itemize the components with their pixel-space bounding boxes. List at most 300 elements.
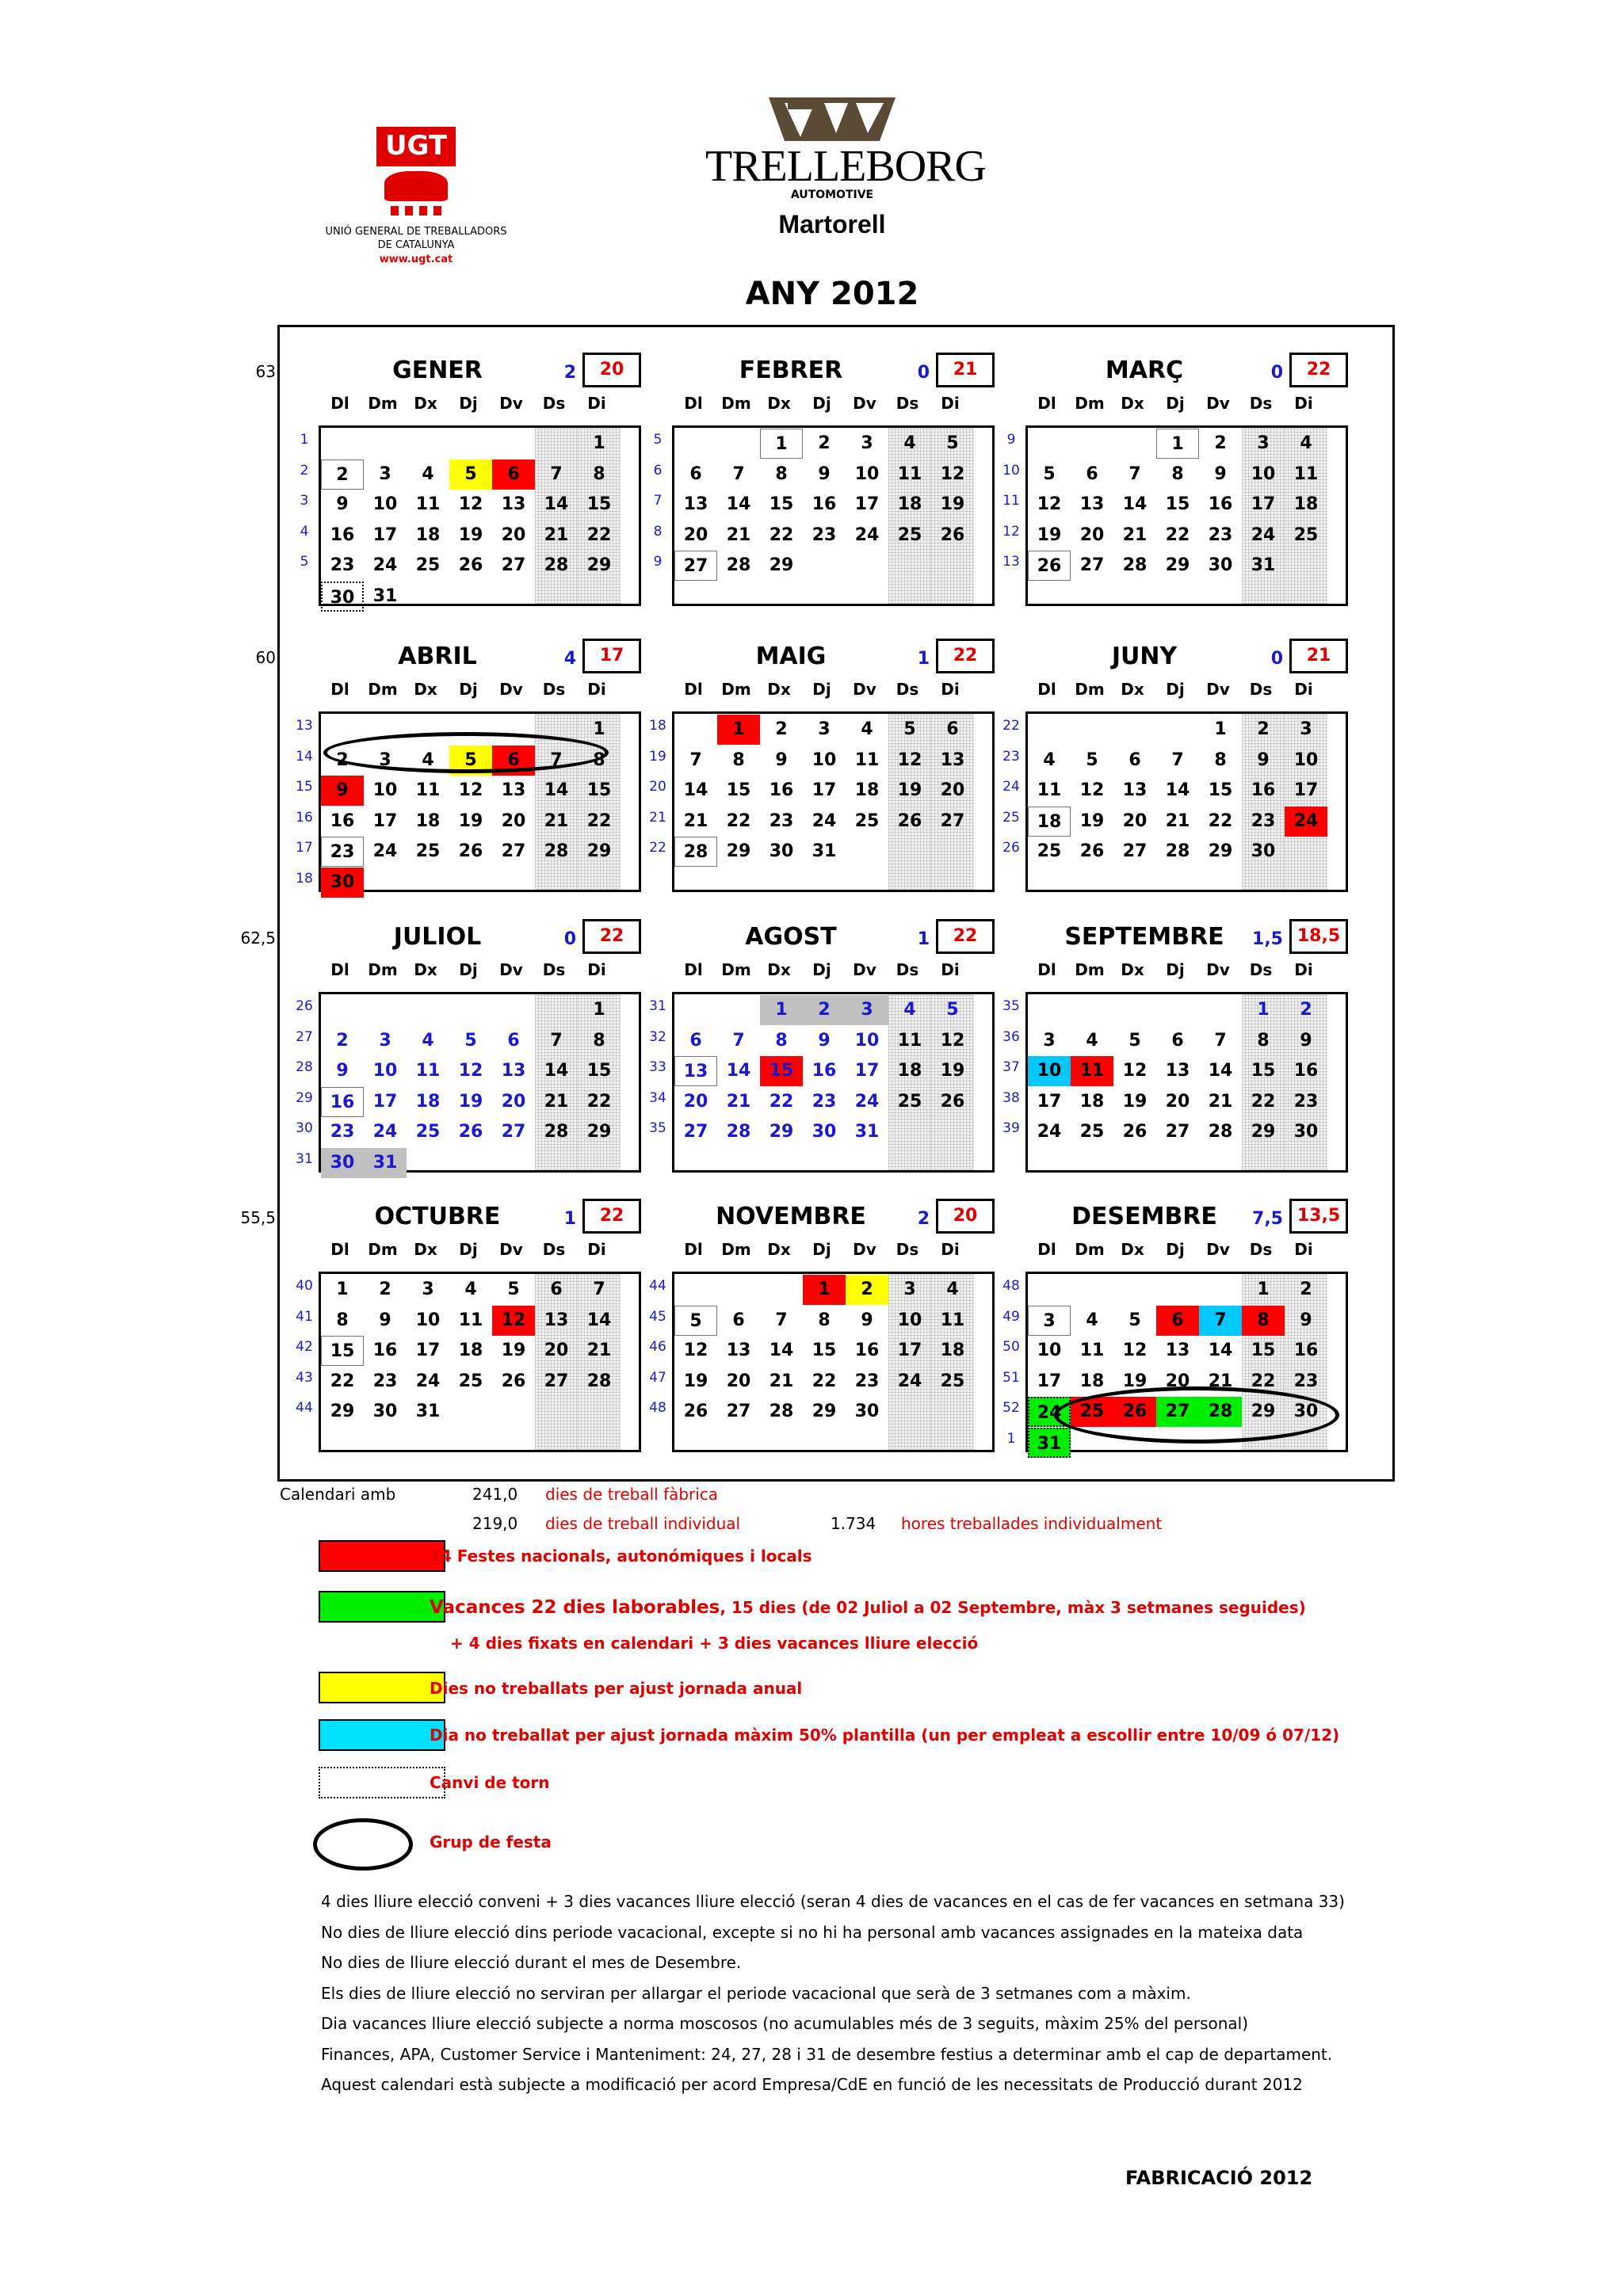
day-cell: 20 [726,1371,751,1391]
day-cell: 3 [379,463,391,484]
day-cell: 27 [1122,841,1148,862]
day-cell: 18 [1028,807,1071,837]
day-cell: 3 [1300,719,1312,739]
day-cell: 25 [1293,524,1319,545]
day-cell: 16 [812,1061,837,1081]
weekday-header: Dv [499,680,523,699]
day-cell: 1 [803,1275,846,1305]
brand-sub: AUTOMOTIVE [790,189,874,201]
day-cell: 23 [330,555,355,576]
day-cell: 26 [940,524,965,545]
day-cell: 8 [732,749,745,770]
month-days-box: 22 [936,919,995,954]
day-cell: 7 [550,749,563,770]
hours-text: hores treballades individualment [901,1514,1163,1533]
day-cell: 25 [854,810,880,831]
day-cell: 3 [861,433,873,453]
weekday-header: Dj [812,960,831,979]
day-cell: 16 [330,810,355,831]
day-cell: 17 [415,1341,441,1361]
party-oval-april [323,732,609,773]
weekday-header: Dm [721,960,751,979]
day-cell: 10 [415,1310,441,1330]
day-cell: 15 [1251,1341,1276,1361]
day-cell: 14 [1208,1341,1233,1361]
day-cell: 3 [846,995,888,1025]
day-cell: 18 [897,1061,922,1081]
day-cell: 5 [903,719,916,739]
legend-party-group: Grup de festa [430,1833,552,1852]
note-line: Els dies de lliure elecció no serviran per allargar el periode vacacional que serà de 3 setmanes com a màxim. [321,1983,1191,2003]
day-cell: 21 [1208,1371,1233,1391]
week-number: 9 [1006,432,1016,448]
day-cell: 29 [1208,841,1233,862]
day-cell: 3 [422,1280,434,1299]
weekday-header: Dj [459,680,478,699]
weekday-header: Di [587,394,606,413]
day-cell: 27 [501,841,526,862]
month-days-box: 22 [936,639,995,673]
summary-label: Calendari amb [280,1485,396,1504]
day-cell: 20 [1122,810,1148,831]
day-cell: 15 [760,1056,803,1086]
weekday-header: Dj [812,394,831,413]
day-cell: 21 [544,810,569,831]
day-cell: 19 [1037,524,1062,545]
day-cell: 26 [501,1371,526,1391]
week-number: 13 [296,718,313,734]
day-cell: 17 [854,1061,880,1081]
day-cell: 9 [379,1310,391,1330]
week-number: 28 [296,1059,313,1076]
day-cell: 9 [818,463,831,484]
day-cell: 2 [1214,433,1227,453]
week-number: 17 [296,840,313,856]
day-cell: 30 [1293,1402,1319,1422]
ugt-logo-text: UGT [384,130,448,162]
ugt-logo [376,127,456,222]
day-cell: 25 [415,1122,441,1142]
day-cell: 12 [1079,780,1105,801]
weekday-header: Dv [1206,1240,1230,1259]
month-title: AGOST [745,923,837,951]
day-cell: 13 [674,1056,717,1086]
day-cell: 3 [818,719,831,739]
weekday-header: Dm [368,1240,398,1259]
day-cell: 15 [726,780,751,801]
day-cell: 10 [897,1310,922,1330]
weekday-header: Dl [1037,394,1056,413]
weekday-header: Ds [542,394,566,413]
day-cell: 12 [458,780,483,801]
legend-swatch-green [319,1591,445,1623]
day-cell: 17 [1037,1091,1062,1112]
day-cell: 27 [501,555,526,576]
day-cell: 8 [1214,749,1227,770]
weekday-header: Dm [721,394,751,413]
legend-vacation [430,1597,1306,1618]
day-cell: 16 [330,524,355,545]
legend-holidays: 14 Festes nacionals, autonómiques i locals [430,1547,812,1566]
brand-name: TRELLEBORG [705,142,986,191]
day-cell: 30 [812,1122,837,1142]
day-cell: 19 [1122,1371,1148,1391]
week-number: 9 [653,554,663,570]
day-cell: 9 [336,1061,349,1081]
week-number: 14 [296,748,313,765]
weekday-header: Ds [542,680,566,699]
day-cell: 7 [1214,1030,1227,1051]
day-cell: 12 [492,1306,535,1336]
day-cell: 17 [1037,1371,1062,1391]
note-line: 4 dies lliure elecció conveni + 3 dies vacances lliure elecció (seran 4 dies de vacances en el cas de fer vacances en setmana 33) [321,1892,1345,1911]
day-cell: 25 [1037,841,1062,862]
day-cell: 17 [1293,780,1319,801]
day-cell: 20 [1165,1371,1190,1391]
day-cell: 12 [1037,494,1062,515]
day-cell: 10 [372,780,398,801]
day-cell: 1 [593,719,605,739]
day-cell: 29 [586,555,612,576]
day-cell: 31 [854,1122,880,1142]
day-cell: 14 [683,780,708,801]
day-cell: 2 [336,1030,349,1051]
day-cell: 6 [1128,749,1141,770]
week-number: 41 [296,1308,313,1325]
weekday-header: Dv [853,960,876,979]
day-cell: 26 [1079,841,1105,862]
day-cell: 27 [1079,555,1105,576]
day-cell: 31 [372,586,398,606]
week-number: 46 [649,1339,666,1356]
day-cell: 4 [903,433,916,453]
month-title: SEPTEMBRE [1064,923,1224,951]
day-cell: 19 [940,494,965,515]
day-cell: 21 [586,1341,612,1361]
month-title: JUNY [1111,643,1178,670]
day-cell: 19 [501,1341,526,1361]
week-number: 31 [296,1151,313,1167]
weekday-header: Di [941,960,960,979]
month-days-box: 22 [582,1199,641,1234]
day-cell: 14 [544,780,569,801]
day-cell: 28 [1199,1397,1242,1427]
weekday-header: Di [941,394,960,413]
day-cell: 9 [1257,749,1270,770]
day-cell: 26 [458,1122,483,1142]
day-cell: 16 [372,1341,398,1361]
month-count: 1 [563,1209,576,1229]
day-cell: 7 [550,1030,563,1051]
day-cell: 5 [507,1280,520,1299]
week-number: 4 [300,523,309,540]
weekday-header: Dl [684,1240,703,1259]
weekday-header: Dm [721,1240,751,1259]
day-cell: 15 [1208,780,1233,801]
footer-label: FABRICACIÓ 2012 [1125,2167,1313,2189]
week-number: 36 [1002,1028,1020,1045]
day-cell: 6 [507,1030,520,1051]
day-cell: 17 [854,494,880,515]
page-title: ANY 2012 [745,276,919,312]
weekday-header: Dm [368,960,398,979]
month-count: 2 [917,1209,930,1229]
day-cell: 24 [854,1091,880,1112]
quarter-total: 55,5 [240,1208,276,1227]
ugt-url: www.ugt.cat [379,254,453,265]
weekday-header: Di [587,960,606,979]
ugt-org-line2: DE CATALUNYA [377,239,455,251]
month-days-box: 18,5 [1289,919,1348,954]
day-cell: 2 [775,719,788,739]
week-number: 16 [296,809,313,826]
day-cell: 6 [946,719,959,739]
weekday-header: Dv [499,1240,523,1259]
month-count: 0 [563,929,576,949]
day-cell: 22 [1251,1371,1276,1391]
day-cell: 8 [775,463,788,484]
day-cell: 17 [372,810,398,831]
day-cell: 12 [940,463,965,484]
month-count: 1 [917,929,930,949]
day-cell: 19 [1079,810,1105,831]
day-cell: 10 [1293,749,1319,770]
day-cell: 12 [1122,1341,1148,1361]
day-cell: 22 [1165,524,1190,545]
day-cell: 10 [1251,463,1276,484]
day-cell: 22 [586,524,612,545]
day-cell: 22 [1208,810,1233,831]
day-cell: 9 [336,494,349,515]
weekday-header: Dm [368,680,398,699]
day-cell: 6 [492,746,535,776]
weekday-header: Dm [368,394,398,413]
day-cell: 17 [812,780,837,801]
weekday-header: Ds [1249,1240,1273,1259]
day-cell: 4 [1086,1310,1098,1330]
week-number: 6 [653,462,663,479]
individual-days: 219,0 [472,1514,518,1533]
week-number: 5 [300,554,309,570]
week-number: 26 [296,998,313,1014]
weekday-header: Dx [414,680,437,699]
day-cell: 14 [726,494,751,515]
day-cell: 13 [501,1061,526,1081]
note-line: Finances, APA, Customer Service i Manteniment: 24, 27, 28 i 31 de desembre festius a determinar amb el cap de departament. [321,2044,1333,2064]
day-cell: 12 [458,1061,483,1081]
day-cell: 20 [940,780,965,801]
day-cell: 10 [372,494,398,515]
weekday-header: Dx [414,960,437,979]
day-cell: 9 [1300,1030,1312,1051]
day-cell: 11 [1071,1056,1113,1086]
weekday-header: Dv [853,394,876,413]
day-cell: 2 [321,460,364,490]
month-title: JULIOL [393,923,482,951]
day-cell: 21 [1122,524,1148,545]
day-cell: 5 [1128,1310,1141,1330]
day-cell: 11 [1079,1341,1105,1361]
month-count: 0 [1270,363,1283,383]
weekday-header: Dj [1166,960,1185,979]
day-cell: 24 [1037,1122,1062,1142]
day-cell: 2 [1300,1000,1312,1020]
day-cell: 1 [593,433,605,453]
month-title: NOVEMBRE [716,1203,866,1230]
weekday-header: Dm [1075,394,1105,413]
day-cell: 27 [726,1402,751,1422]
factory-days-text: dies de treball fàbrica [545,1485,719,1504]
day-cell: 6 [1156,1306,1199,1336]
day-cell: 14 [1208,1061,1233,1081]
day-cell: 15 [586,1061,612,1081]
day-cell: 20 [683,1091,708,1112]
day-cell: 8 [1242,1306,1285,1336]
day-cell: 25 [415,841,441,862]
day-cell: 15 [586,780,612,801]
trelleborg-logo [705,93,986,204]
day-cell: 29 [586,841,612,862]
day-cell: 1 [1257,1280,1270,1299]
day-cell: 18 [415,524,441,545]
week-number: 24 [1002,779,1020,795]
day-cell: 30 [321,582,364,612]
day-cell: 11 [415,494,441,515]
weekday-header: Ds [1249,960,1273,979]
legend-adjust: Dies no treballats per ajust jornada anual [430,1679,803,1698]
weekday-header: Dv [853,680,876,699]
week-number: 13 [1002,554,1020,570]
day-cell: 8 [593,463,605,484]
day-cell: 27 [683,1122,708,1142]
day-cell: 23 [769,810,794,831]
weekday-header: Dx [767,680,791,699]
day-cell: 20 [501,524,526,545]
day-cell: 15 [1165,494,1190,515]
day-cell: 24 [1285,807,1327,837]
day-cell: 30 [1251,841,1276,862]
legend-swatch-red [319,1540,445,1572]
day-cell: 28 [544,1122,569,1142]
week-number: 23 [1002,748,1020,765]
day-cell: 11 [854,749,880,770]
weekday-header: Dv [853,1240,876,1259]
day-cell: 10 [372,1061,398,1081]
weekday-header: Dm [1075,1240,1105,1259]
day-cell: 29 [726,841,751,862]
week-number: 35 [1002,998,1020,1014]
factory-days: 241,0 [472,1485,518,1504]
day-cell: 4 [1086,1030,1098,1051]
note-line: No dies de lliure elecció durant el mes de Desembre. [321,1953,742,1972]
day-cell: 13 [1165,1061,1190,1081]
day-cell: 16 [1293,1341,1319,1361]
day-cell: 7 [593,1280,605,1299]
month-title: GENER [392,357,483,384]
weekday-header: Dx [767,394,791,413]
day-cell: 6 [689,1030,702,1051]
month-count: 0 [1270,649,1283,669]
day-cell: 23 [1251,810,1276,831]
day-cell: 3 [379,749,391,770]
week-number: 40 [296,1278,313,1294]
weekday-header: Ds [1249,680,1273,699]
day-cell: 25 [940,1371,965,1391]
day-cell: 11 [897,463,922,484]
week-number: 49 [1002,1308,1020,1325]
week-number: 11 [1002,493,1020,509]
day-cell: 18 [897,494,922,515]
quarter-total: 60 [255,648,276,667]
day-cell: 9 [1300,1310,1312,1330]
day-cell: 23 [812,524,837,545]
month-days-box: 17 [582,639,641,673]
day-cell: 7 [732,463,745,484]
day-cell: 15 [812,1341,837,1361]
weekday-header: Dj [459,1240,478,1259]
day-cell: 20 [501,1091,526,1112]
day-cell: 4 [422,749,434,770]
day-cell: 26 [683,1402,708,1422]
day-cell: 31 [415,1402,441,1422]
weekday-header: Dx [414,394,437,413]
note-line: Aquest calendari està subjecte a modificació per acord Empresa/CdE en funció de les necessitats de Producció durant 2012 [321,2075,1303,2094]
day-cell: 7 [1171,749,1184,770]
week-number: 52 [1002,1400,1020,1417]
day-cell: 8 [336,1310,349,1330]
week-number: 39 [1002,1120,1020,1137]
day-cell: 1 [760,995,803,1025]
day-cell: 18 [1079,1371,1105,1391]
week-number: 44 [649,1278,666,1294]
day-cell: 1 [1257,1000,1270,1020]
legend-shift-change: Canvi de torn [430,1773,550,1792]
day-cell: 8 [775,1030,788,1051]
week-number: 51 [1002,1369,1020,1386]
day-cell: 14 [586,1310,612,1330]
day-cell: 7 [775,1310,788,1330]
legend-vacation-extra: + 4 dies fixats en calendari + 3 dies vacances lliure elecció [450,1634,979,1653]
day-cell: 7 [732,1030,745,1051]
week-number: 10 [1002,462,1020,479]
day-cell: 29 [769,555,794,576]
weekday-header: Dl [330,680,349,699]
day-cell: 13 [501,494,526,515]
day-cell: 23 [330,1122,355,1142]
day-cell: 4 [903,1000,916,1020]
day-cell: 21 [769,1371,794,1391]
week-number: 38 [1002,1089,1020,1106]
day-cell: 30 [1293,1122,1319,1142]
day-cell: 8 [593,1030,605,1051]
day-cell: 30 [321,868,364,898]
weekday-header: Dl [684,960,703,979]
weekday-header: Dv [499,394,523,413]
week-number: 44 [296,1400,313,1417]
day-cell: 25 [897,524,922,545]
day-cell: 18 [1079,1091,1105,1112]
day-cell: 31 [1028,1428,1071,1458]
day-cell: 1 [1214,719,1227,739]
day-cell: 30 [769,841,794,862]
week-number: 12 [1002,523,1020,540]
weekday-header: Dx [1121,680,1144,699]
day-cell: 18 [1293,494,1319,515]
weekday-header: Ds [896,394,919,413]
day-cell: 5 [464,1030,477,1051]
weekday-header: Dl [330,960,349,979]
day-cell: 21 [544,1091,569,1112]
